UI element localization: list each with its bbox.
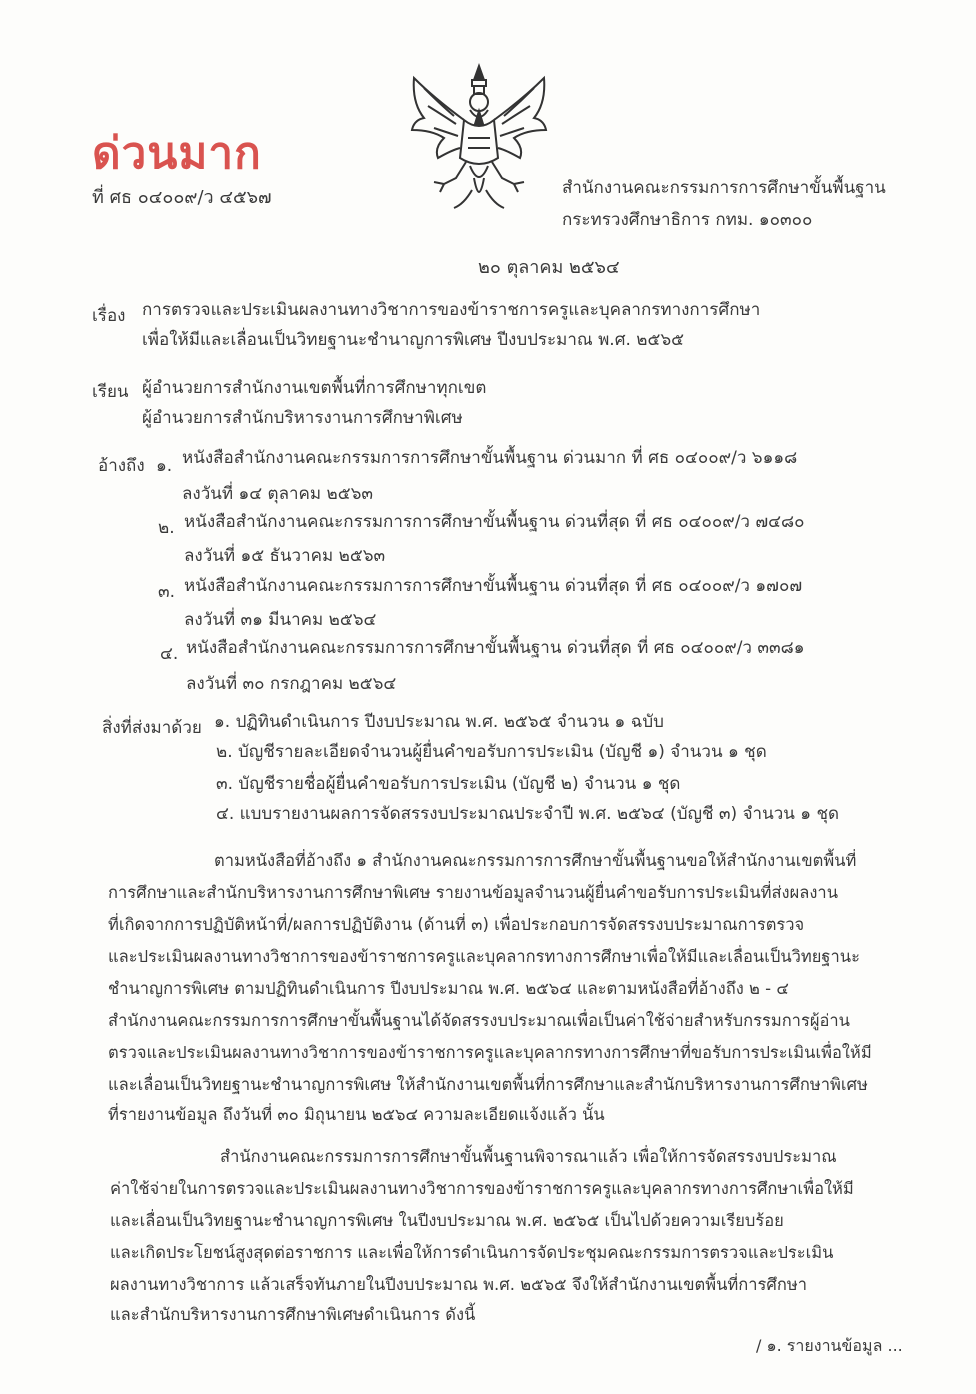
reference-1-date: ลงวันที่ ๑๔ ตุลาคม ๒๕๖๓ <box>182 484 374 504</box>
reference-1-text: หนังสือสำนักงานคณะกรรมการการศึกษาขั้นพื้นฐาน ด่วนมาก ที่ ศธ ๐๔๐๐๙/ว ๖๑๑๘ <box>182 448 798 468</box>
garuda-emblem-icon <box>404 58 554 218</box>
enclosure-2: ๒. บัญชีรายละเอียดจำนวนผู้ยื่นคำขอรับการประเมิน (บัญชี ๑) จำนวน ๑ ชุด <box>216 742 767 762</box>
enclosure-4: ๔. แบบรายงานผลการจัดสรรงบประมาณประจำปี พ.ศ. ๒๕๖๔ (บัญชี ๓) จำนวน ๑ ชุด <box>216 804 840 824</box>
paragraph-1-line: ตรวจและประเมินผลงานทางวิชาการของข้าราชการครูและบุคลากรทางการศึกษาที่ขอรับการประเมินเพื่อให้มี <box>108 1043 872 1062</box>
document-date: ๒๐ ตุลาคม ๒๕๖๔ <box>478 257 620 278</box>
subject-line-2: เพื่อให้มีและเลื่อนเป็นวิทยฐานะชำนาญการพิเศษ ปีงบประมาณ พ.ศ. ๒๕๖๕ <box>142 330 685 350</box>
enclosures-label: สิ่งที่ส่งมาด้วย <box>102 718 202 738</box>
enclosure-1: ๑. ปฏิทินดำเนินการ ปีงบประมาณ พ.ศ. ๒๕๖๕ จำนวน ๑ ฉบับ <box>214 712 664 732</box>
to-label: เรียน <box>92 382 129 402</box>
paragraph-2-line: และสำนักบริหารงานการศึกษาพิเศษดำเนินการ ดังนี้ <box>110 1305 476 1324</box>
reference-4-text: หนังสือสำนักงานคณะกรรมการการศึกษาขั้นพื้นฐาน ด่วนที่สุด ที่ ศธ ๐๔๐๐๙/ว ๓๓๘๑ <box>186 638 805 658</box>
office-address: กระทรวงศึกษาธิการ กทม. ๑๐๓๐๐ <box>562 210 813 230</box>
reference-3-date: ลงวันที่ ๓๑ มีนาคม ๒๕๖๔ <box>184 610 377 630</box>
paragraph-2-line: และเลื่อนเป็นวิทยฐานะชำนาญการพิเศษ ในปีงบประมาณ พ.ศ. ๒๕๖๕ เป็นไปด้วยความเรียบร้อย <box>110 1211 784 1230</box>
references-label: อ้างถึง <box>98 456 145 476</box>
reference-3-number: ๓. <box>158 582 176 602</box>
paragraph-2-line: ผลงานทางวิชาการ แล้วเสร็จทันภายในปีงบประมาณ พ.ศ. ๒๕๖๕ จึงให้สำนักงานเขตพื้นที่การศึกษา <box>110 1275 808 1294</box>
subject-label: เรื่อง <box>92 306 126 326</box>
reference-4-number: ๔. <box>160 644 179 664</box>
urgency-stamp: ด่วนมาก <box>92 128 262 179</box>
reference-3-text: หนังสือสำนักงานคณะกรรมการการศึกษาขั้นพื้นฐาน ด่วนที่สุด ที่ ศธ ๐๔๐๐๙/ว ๑๗๐๗ <box>184 576 803 596</box>
paragraph-1-line: ตามหนังสือที่อ้างถึง ๑ สำนักงานคณะกรรมการการศึกษาขั้นพื้นฐานขอให้สำนักงานเขตพื้นที่ <box>214 851 857 870</box>
to-line-1: ผู้อำนวยการสำนักงานเขตพื้นที่การศึกษาทุกเขต <box>142 378 487 398</box>
paragraph-2-line: สำนักงานคณะกรรมการการศึกษาขั้นพื้นฐานพิจารณาแล้ว เพื่อให้การจัดสรรงบประมาณ <box>220 1147 837 1166</box>
to-line-2: ผู้อำนวยการสำนักบริหารงานการศึกษาพิเศษ <box>142 408 463 428</box>
reference-2-text: หนังสือสำนักงานคณะกรรมการการศึกษาขั้นพื้นฐาน ด่วนที่สุด ที่ ศธ ๐๔๐๐๙/ว ๗๔๘๐ <box>184 512 805 532</box>
paragraph-1-line: และเลื่อนเป็นวิทยฐานะชำนาญการพิเศษ ให้สำนักงานเขตพื้นที่การศึกษาและสำนักบริหารงานการศึกษาพิเศษ <box>108 1075 868 1094</box>
subject-line-1: การตรวจและประเมินผลงานทางวิชาการของข้าราชการครูและบุคลากรทางการศึกษา <box>142 300 761 320</box>
reference-4-date: ลงวันที่ ๓๐ กรกฎาคม ๒๕๖๔ <box>186 674 397 694</box>
reference-2-number: ๒. <box>158 518 175 538</box>
document-number: ที่ ศธ ๐๔๐๐๙/ว ๔๕๖๗ <box>92 187 272 208</box>
continuation-note: / ๑. รายงานข้อมูล ... <box>756 1336 903 1355</box>
paragraph-1-line: ชำนาญการพิเศษ ตามปฏิทินดำเนินการ ปีงบประมาณ พ.ศ. ๒๕๖๔ และตามหนังสือที่อ้างถึง ๒ - ๔ <box>108 979 789 998</box>
reference-2-date: ลงวันที่ ๑๕ ธันวาคม ๒๕๖๓ <box>184 546 386 566</box>
reference-1-number: ๑. <box>156 456 173 476</box>
office-name: สำนักงานคณะกรรมการการศึกษาขั้นพื้นฐาน <box>562 178 886 198</box>
paragraph-2-line: ค่าใช้จ่ายในการตรวจและประเมินผลงานทางวิชาการของข้าราชการครูและบุคลากรทางการศึกษาเพื่อให้มี <box>110 1179 854 1198</box>
paragraph-1-line: การศึกษาและสำนักบริหารงานการศึกษาพิเศษ รายงานข้อมูลจำนวนผู้ยื่นคำขอรับการประเมินที่ส่งผลงาน <box>108 883 838 902</box>
paragraph-1-line: สำนักงานคณะกรรมการการศึกษาขั้นพื้นฐานได้จัดสรรงบประมาณเพื่อเป็นค่าใช้จ่ายสำหรับกรรมการผู้อ่าน <box>108 1011 850 1030</box>
paragraph-1-line: ที่เกิดจากการปฏิบัติหน้าที่/ผลการปฏิบัติงาน (ด้านที่ ๓) เพื่อประกอบการจัดสรรงบประมาณการตรวจ <box>108 915 805 934</box>
paragraph-1-line: และประเมินผลงานทางวิชาการของข้าราชการครูและบุคลากรทางการศึกษาเพื่อให้มีและเลื่อนเป็นวิทยฐานะ <box>108 947 860 966</box>
paragraph-1-line: ที่รายงานข้อมูล ถึงวันที่ ๓๐ มิถุนายน ๒๕๖๔ ความละเอียดแจ้งแล้ว นั้น <box>108 1105 605 1124</box>
enclosure-3: ๓. บัญชีรายชื่อผู้ยื่นคำขอรับการประเมิน (บัญชี ๒) จำนวน ๑ ชุด <box>216 774 681 794</box>
paragraph-2-line: และเกิดประโยชน์สูงสุดต่อราชการ และเพื่อให้การดำเนินการจัดประชุมคณะกรรมการตรวจและประเมิน <box>110 1243 834 1262</box>
